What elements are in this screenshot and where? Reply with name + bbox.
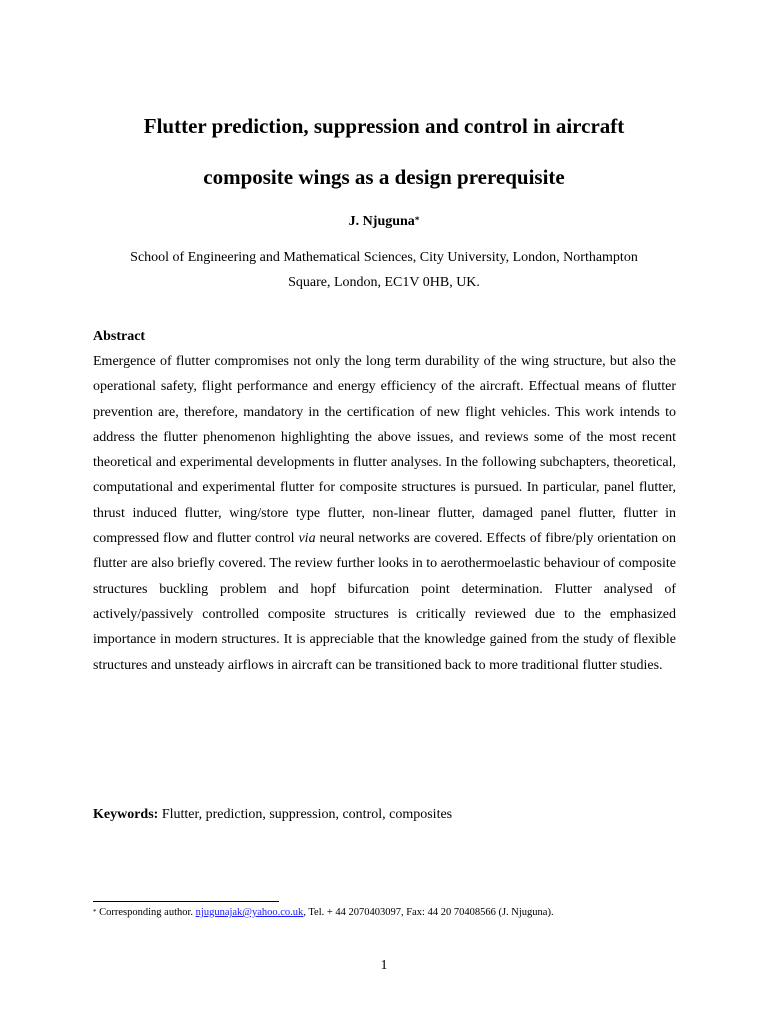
footnote-divider — [93, 901, 279, 902]
affiliation-line-1: School of Engineering and Mathematical Sciences, City University, London, Northampton — [130, 250, 638, 265]
author-line — [0, 212, 768, 232]
abstract-body — [93, 349, 676, 678]
footnote — [93, 906, 554, 920]
paper-title-line-2: composite wings as a design prerequisite — [203, 165, 565, 189]
footnote-prefix: Corresponding author. — [96, 907, 196, 918]
abstract-text-part-1: Emergence of flutter compromises not only the long term durability of the wing structure, but also the operational safety, flight performance and energy efficiency of the aircraft. Effectual means of flutter prevention are, therefore, mandatory in the certification of new flight vehicles. This work intends to address the flutter phenomenon highlighting the above issues, and reviews some of the most recent theoretical and experimental developments in flutter analyses. In the following subchapters, theoretical, computational and experimental flutter for composite structures is pursued. In particular, panel flutter, thrust induced flutter, wing/store type flutter, non-linear flutter, damaged panel flutter, flutter in compressed flow and flutter control — [93, 354, 676, 547]
footnote-contact: , Tel. + 44 2070403097, Fax: 44 20 70408566 (J. Njuguna). — [303, 907, 554, 918]
keywords-label: Keywords: — [93, 807, 159, 822]
footnote-mark: * — [93, 908, 97, 916]
email-link[interactable]: njugunajak@yahoo.co.uk — [195, 907, 304, 918]
abstract-heading: Abstract — [93, 329, 146, 344]
author-footnote-mark: * — [414, 215, 420, 225]
page-number: 1 — [380, 958, 388, 973]
author-name: J. Njuguna — [348, 214, 415, 229]
keywords — [93, 805, 452, 825]
abstract-text-part-2: neural networks are covered. Effects of fibre/ply orientation on flutter are also briefly covered. The review further looks in to aerothermoelastic behaviour of composite structures buckling problem and hopf bifurcation point determination. Flutter analysed of actively/passively controlled composite structures is critically reviewed due to the emphasized importance in modern structures. It is appreciable that the knowledge gained from the study of flexible structures and unsteady airflows in aircraft can be transitioned back to more traditional flutter studies. — [93, 531, 677, 673]
abstract-italic-via: via — [298, 531, 316, 547]
affiliation-line-2: Square, London, EC1V 0HB, UK. — [288, 275, 480, 290]
keywords-text: Flutter, prediction, suppression, control, composites — [158, 807, 453, 822]
affiliation — [92, 245, 676, 295]
paper-title-line-1: Flutter prediction, suppression and control in aircraft — [143, 114, 625, 138]
